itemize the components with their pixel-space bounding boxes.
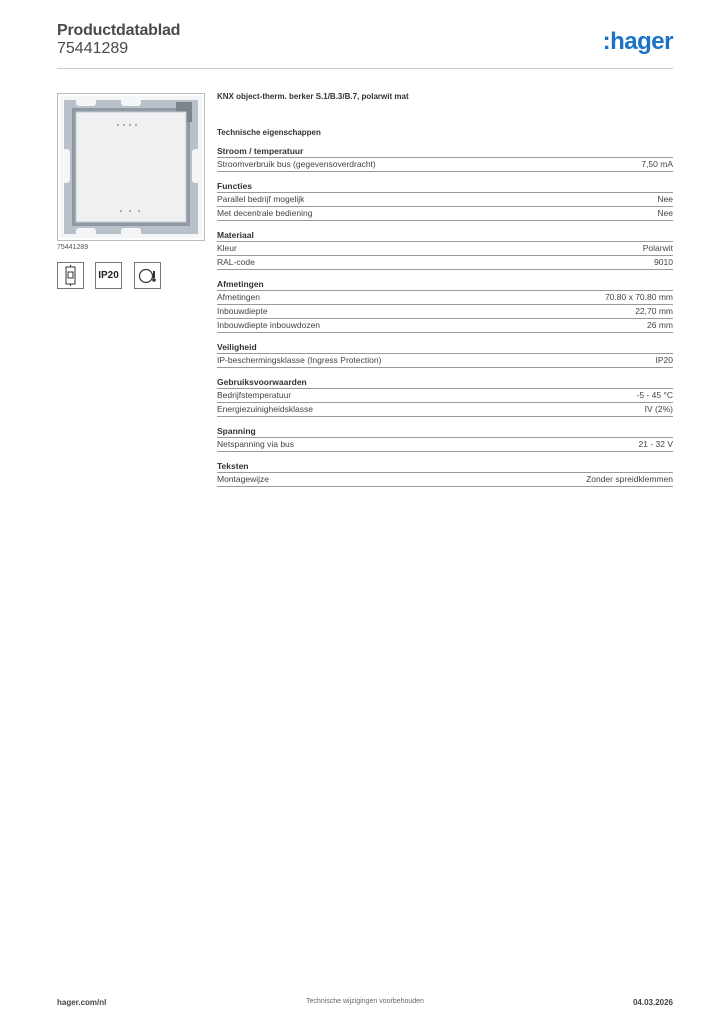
spec-row [217,319,673,333]
spec-label: Bedrijfstemperatuur [217,390,292,400]
group-title: Spanning [217,426,673,438]
spec-label: Inbouwdiepte inbouwdozen [217,320,321,330]
spec-row [217,291,673,305]
spec-value: Nee [657,194,673,204]
group-title: Afmetingen [217,279,673,291]
spec-value: IP20 [655,355,673,365]
spec-row [217,158,673,172]
spec-value: 26 mm [647,320,673,330]
spec-label: RAL-code [217,257,255,267]
spec-label: Kleur [217,243,237,253]
spec-label: Energiezuinigheidsklasse [217,404,313,414]
header-divider [57,68,673,69]
spec-group-materiaal [217,230,673,270]
ip20-icon: IP20 [95,262,122,289]
spec-group-veiligheid [217,342,673,368]
spec-group-gebruiksvoorwaarden [217,377,673,417]
group-title: Functies [217,181,673,193]
temperature-sensor-icon [134,262,161,289]
spec-row [217,354,673,368]
spec-group-teksten [217,461,673,487]
spec-value: 9010 [654,257,673,267]
thermostat-product-icon [58,94,204,240]
spec-label: Montagewijze [217,474,269,484]
document-number: 75441289 [57,40,129,57]
spec-row [217,305,673,319]
group-title: Materiaal [217,230,673,242]
spec-label: Netspanning via bus [217,439,295,449]
spec-value: 21 - 32 V [638,439,673,449]
spec-row [217,473,673,487]
spec-value: Zonder spreidklemmen [586,474,673,484]
spec-row [217,207,673,221]
document-header [57,20,673,70]
spec-group-functies [217,181,673,221]
group-title: Gebruiksvoorwaarden [217,377,673,389]
spec-value: 7,50 mA [641,159,673,169]
group-title: Teksten [217,461,673,473]
product-image [57,93,205,241]
section-title: Technische eigenschappen [217,128,321,137]
technical-content [217,92,673,496]
spec-label: Afmetingen [217,292,260,302]
spec-label: IP-beschermingsklasse (Ingress Protection) [217,355,382,365]
spec-row [217,389,673,403]
footer-date: 04.03.2026 [632,998,673,1007]
spec-group-stroom [217,146,673,172]
spec-row [217,256,673,270]
spec-value: -5 - 45 °C [636,390,673,400]
logo-text: hager [610,28,673,55]
spec-label: Stroomverbruik bus (gegevensoverdracht) [217,159,376,169]
spec-row [217,193,673,207]
spec-value: IV (2%) [644,404,673,414]
footer-website-link[interactable]: hager.com/nl [57,998,107,1007]
spec-label: Inbouwdiepte [217,306,268,316]
group-title: Veiligheid [217,342,673,354]
image-caption: 75441289 [57,244,89,251]
footer-disclaimer: Technische wijzigingen voorbehouden [306,998,424,1005]
spec-group-afmetingen [217,279,673,333]
hager-logo [603,28,673,56]
spec-row [217,242,673,256]
spec-value: 22,70 mm [635,306,673,316]
spec-value: 70.80 x 70.80 mm [604,292,673,302]
din-rail-icon [57,262,84,289]
group-title: Stroom / temperatuur [217,146,673,158]
spec-group-spanning [217,426,673,452]
spec-row [217,438,673,452]
spec-value: Nee [657,208,673,218]
product-name: KNX object-therm. berker S.1/B.3/B.7, polarwit mat [217,92,409,101]
document-title: Productdatablad [57,22,181,39]
spec-label: Parallel bedrijf mogelijk [217,194,305,204]
logo-mark-icon: : [602,28,611,55]
spec-value: Polarwit [642,243,673,253]
spec-row [217,403,673,417]
spec-label: Met decentrale bediening [217,208,313,218]
